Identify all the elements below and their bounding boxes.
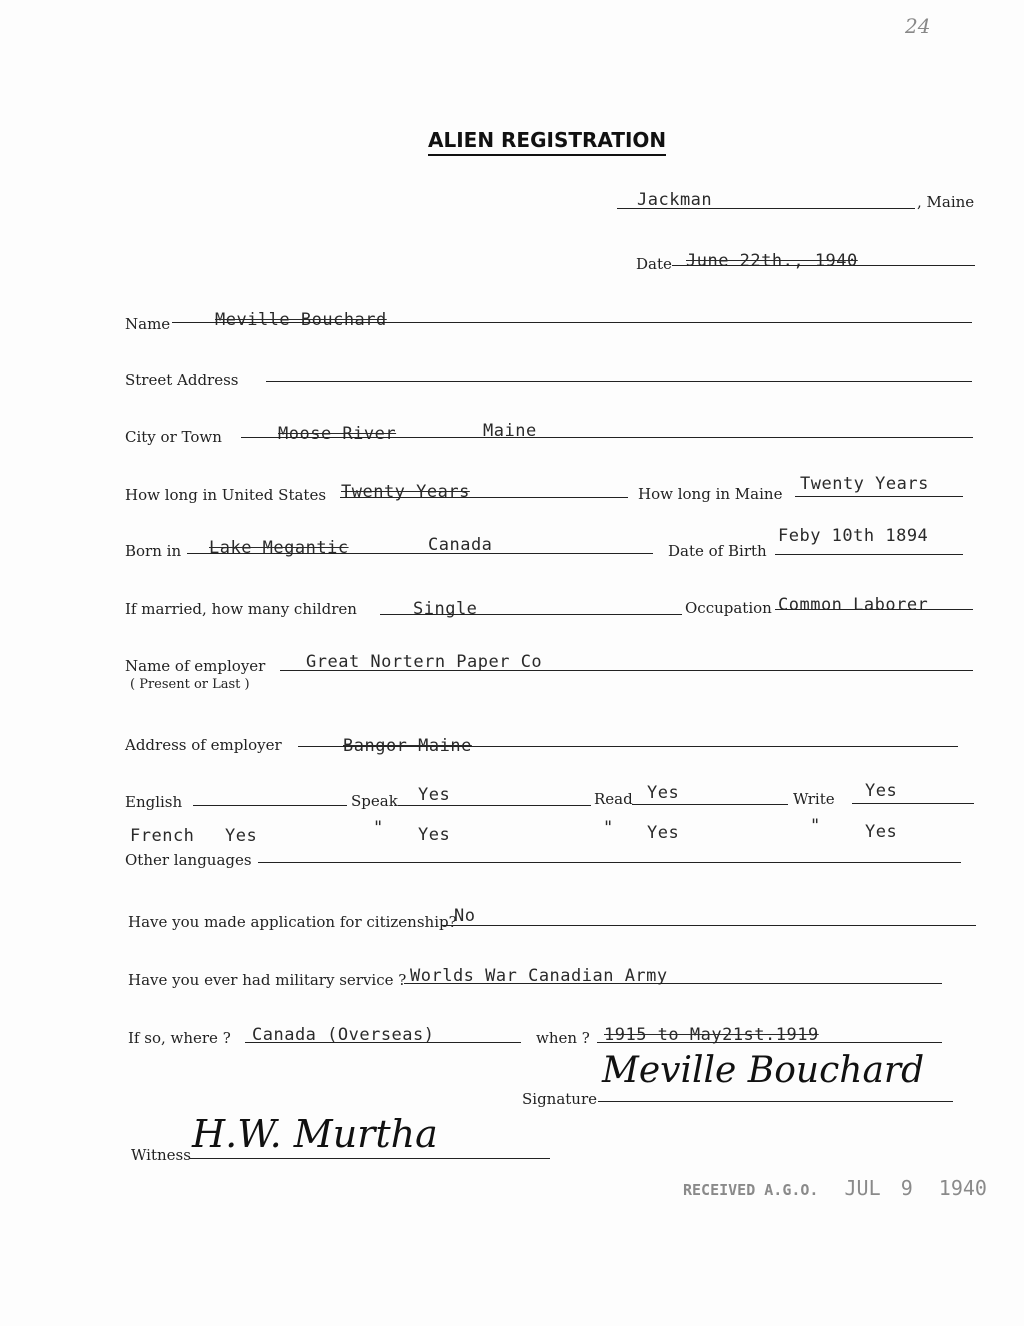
- employer-value: Great Nortern Paper Co: [306, 652, 543, 672]
- dob-value: Feby 10th 1894: [778, 526, 929, 546]
- french-speak-ditto: ": [373, 818, 384, 838]
- english-write-line: [852, 803, 974, 804]
- employer-sublabel: ( Present or Last ): [130, 677, 250, 692]
- witness-label: Witness: [131, 1146, 191, 1164]
- occupation-line: [775, 609, 973, 610]
- military-value: Worlds War Canadian Army: [410, 966, 668, 986]
- where-line: [245, 1042, 521, 1043]
- place-line: [617, 208, 915, 209]
- how-long-maine-label: How long in Maine: [638, 485, 783, 503]
- citizenship-label: Have you made application for citizenship?: [128, 913, 457, 931]
- city-value: Moose River: [278, 424, 397, 444]
- french-read-ditto: ": [603, 818, 614, 838]
- date-label: Date: [636, 255, 672, 273]
- name-value: Meville Bouchard: [215, 310, 387, 330]
- witness-line: [190, 1158, 550, 1159]
- other-languages-line: [258, 862, 961, 863]
- stamp-day: 9: [900, 1176, 913, 1200]
- children-label: If married, how many children: [125, 600, 357, 618]
- english-read-value: Yes: [647, 783, 680, 803]
- when-value: 1915 to May21st.1919: [604, 1025, 819, 1045]
- english-line: [193, 805, 347, 806]
- english-speak-line: [398, 805, 591, 806]
- french-write-ditto: ": [810, 816, 821, 836]
- signature-line: [598, 1101, 953, 1102]
- born-in-value: Lake Megantic: [209, 538, 349, 558]
- city-line: [241, 437, 973, 438]
- born-in-country: Canada: [428, 535, 493, 555]
- children-line: [380, 614, 682, 615]
- city-label: City or Town: [125, 428, 222, 446]
- form-title: ALIEN REGISTRATION: [428, 128, 666, 156]
- military-line: [404, 983, 942, 984]
- place-city-value: Jackman: [637, 190, 713, 210]
- where-label: If so, where ?: [128, 1029, 231, 1047]
- stamp-text: RECEIVED A.G.O.: [683, 1181, 819, 1199]
- city-state-value: Maine: [483, 421, 537, 441]
- employer-address-line: [298, 746, 958, 747]
- english-read-line: [632, 804, 788, 805]
- date-line: [672, 265, 975, 266]
- stamp-year: 1940: [938, 1176, 987, 1200]
- french-value: Yes: [225, 826, 258, 846]
- how-long-maine-value: Twenty Years: [800, 474, 929, 494]
- when-label: when ?: [536, 1029, 590, 1047]
- name-line: [172, 322, 972, 323]
- where-value: Canada (Overseas): [252, 1025, 435, 1045]
- born-in-line: [187, 553, 653, 554]
- witness-value: H.W. Murtha: [192, 1112, 438, 1156]
- received-stamp: [683, 1176, 987, 1200]
- how-long-us-label: How long in United States: [125, 486, 327, 504]
- children-value: Single: [413, 599, 478, 619]
- corner-mark: 24: [905, 14, 931, 38]
- street-label: Street Address: [125, 371, 239, 389]
- french-write-value: Yes: [865, 822, 898, 842]
- street-line: [266, 381, 972, 382]
- occupation-value: Common Laborer: [778, 595, 929, 615]
- english-speak-label: Speak: [351, 792, 398, 810]
- signature-label: Signature: [522, 1090, 598, 1108]
- employer-address-label: Address of employer: [125, 736, 282, 754]
- citizenship-value: No: [454, 906, 476, 926]
- employer-address-value: Bangor Maine: [343, 736, 472, 756]
- employer-line: [280, 670, 973, 671]
- signature-value: Meville Bouchard: [602, 1050, 925, 1091]
- name-label: Name: [125, 315, 171, 333]
- military-label: Have you ever had military service ?: [128, 971, 407, 989]
- how-long-maine-line: [795, 496, 963, 497]
- occupation-label: Occupation: [685, 599, 772, 617]
- dob-label: Date of Birth: [668, 542, 767, 560]
- employer-label: Name of employer: [125, 657, 266, 675]
- how-long-us-line: [340, 497, 628, 498]
- born-in-label: Born in: [125, 542, 182, 560]
- english-label: English: [125, 793, 183, 811]
- place-state-label: , Maine: [917, 193, 975, 211]
- how-long-us-value: Twenty Years: [341, 482, 470, 502]
- french-label: French: [130, 826, 195, 846]
- when-line: [597, 1042, 942, 1043]
- other-languages-label: Other languages: [125, 851, 252, 869]
- citizenship-line: [441, 925, 976, 926]
- english-write-label: Write: [793, 790, 835, 808]
- english-read-label: Read: [594, 790, 633, 808]
- dob-line: [775, 554, 963, 555]
- date-value: June 22th., 1940: [686, 251, 858, 271]
- english-write-value: Yes: [865, 781, 898, 801]
- french-speak-value: Yes: [418, 825, 451, 845]
- french-read-value: Yes: [647, 823, 680, 843]
- stamp-month: JUL: [844, 1176, 881, 1200]
- english-speak-value: Yes: [418, 785, 451, 805]
